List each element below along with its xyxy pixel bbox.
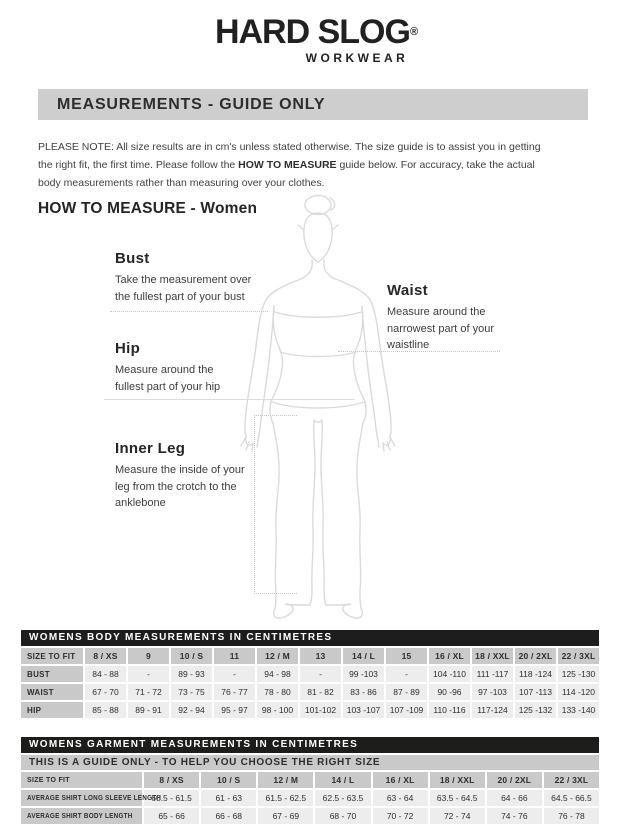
size-header-cell: 16 / XL bbox=[373, 772, 428, 788]
waist-label: Waist bbox=[387, 282, 428, 299]
how-to-measure-title: HOW TO MEASURE - Women bbox=[38, 200, 258, 217]
value-cell: - bbox=[128, 666, 169, 682]
size-header-cell: 9 bbox=[128, 648, 169, 664]
value-cell: 76 - 77 bbox=[214, 684, 255, 700]
value-cell: 107 -113 bbox=[515, 684, 556, 700]
value-cell: 74 - 76 bbox=[487, 808, 542, 824]
value-cell: 64.5 - 66.5 bbox=[544, 790, 599, 806]
inner-leg-label-block: Inner Leg Measure the inside of your leg from the crotch to the anklebone bbox=[115, 440, 245, 509]
value-cell: 114 -120 bbox=[558, 684, 599, 700]
value-cell: 62.5 - 63.5 bbox=[315, 790, 370, 806]
value-cell: 64 - 66 bbox=[487, 790, 542, 806]
value-cell: 68 - 70 bbox=[315, 808, 370, 824]
size-header-cell: 11 bbox=[214, 648, 255, 664]
note-label: PLEASE NOTE: bbox=[38, 141, 114, 153]
row-label-cell: HIP bbox=[21, 702, 83, 718]
value-cell: 110 -116 bbox=[429, 702, 470, 718]
size-header-cell: 22 / 3XL bbox=[544, 772, 599, 788]
value-cell: 95 - 97 bbox=[214, 702, 255, 718]
value-cell: 70 - 72 bbox=[373, 808, 428, 824]
inner-leg-label: Inner Leg bbox=[115, 440, 186, 457]
value-cell: 99 -103 bbox=[343, 666, 384, 682]
size-to-fit-header-cell: SIZE TO FIT bbox=[21, 772, 142, 788]
size-header-cell: 12 / M bbox=[258, 772, 313, 788]
value-cell: 117-124 bbox=[472, 702, 513, 718]
value-cell: 71 - 72 bbox=[128, 684, 169, 700]
value-cell: 66 - 68 bbox=[201, 808, 256, 824]
value-cell: 81 - 82 bbox=[300, 684, 341, 700]
inner-leg-guide-bracket bbox=[254, 415, 297, 594]
body-table-title-bar: WOMENS BODY MEASUREMENTS IN CENTIMETRES bbox=[21, 630, 599, 646]
body-table-grid bbox=[21, 648, 599, 718]
value-cell: 101-102 bbox=[300, 702, 341, 718]
garment-table-grid bbox=[21, 772, 599, 824]
value-cell: 65 - 66 bbox=[144, 808, 199, 824]
size-header-cell: 10 / S bbox=[171, 648, 212, 664]
note-bold-phrase: HOW TO MEASURE bbox=[238, 159, 337, 171]
size-header-cell: 12 / M bbox=[257, 648, 298, 664]
value-cell: 73 - 75 bbox=[171, 684, 212, 700]
size-header-cell: 14 / L bbox=[315, 772, 370, 788]
size-header-cell: 10 / S bbox=[201, 772, 256, 788]
registered-mark: ® bbox=[409, 26, 418, 38]
please-note-paragraph bbox=[38, 138, 598, 192]
value-cell: 87 - 89 bbox=[386, 684, 427, 700]
value-cell: 125 -130 bbox=[558, 666, 599, 682]
garment-table-subtitle-bar: THIS IS A GUIDE ONLY - TO HELP YOU CHOOSE THE RIGHT SIZE bbox=[21, 755, 599, 770]
value-cell: 111 -117 bbox=[472, 666, 513, 682]
bust-guide-line bbox=[110, 311, 268, 312]
value-cell: 61 - 63 bbox=[201, 790, 256, 806]
brand-logo-subtext: WORKWEAR bbox=[305, 51, 409, 65]
note-line-3: body measurements rather than measuring over your clothes. bbox=[38, 177, 325, 189]
bust-label: Bust bbox=[115, 250, 150, 267]
value-cell: 94 - 98 bbox=[257, 666, 298, 682]
row-label-cell: WAIST bbox=[21, 684, 83, 700]
size-header-cell: 22 / 3XL bbox=[558, 648, 599, 664]
hip-label-block: Hip Measure around the fullest part of your hip bbox=[115, 340, 221, 393]
note-line-1: PLEASE NOTE: All size results are in cm's unless stated otherwise. The size guide is to assist you in getting bbox=[38, 141, 541, 153]
size-header-cell: 20 / 2XL bbox=[515, 648, 556, 664]
brand-logo bbox=[0, 14, 632, 65]
value-cell: 83 - 86 bbox=[343, 684, 384, 700]
size-header-cell: 14 / L bbox=[343, 648, 384, 664]
section-header-bar bbox=[38, 89, 588, 120]
womens-garment-measurements-table bbox=[21, 737, 599, 824]
size-header-cell: 15 bbox=[386, 648, 427, 664]
size-header-cell: 18 / XXL bbox=[472, 648, 513, 664]
value-cell: 133 -140 bbox=[558, 702, 599, 718]
value-cell: 104 -110 bbox=[429, 666, 470, 682]
value-cell: 97 -103 bbox=[472, 684, 513, 700]
brand-logo-text bbox=[0, 14, 632, 50]
value-cell: 78 - 80 bbox=[257, 684, 298, 700]
waist-label-block: Waist Measure around the narrowest part of your waistline bbox=[387, 282, 494, 351]
size-header-cell: 8 / XS bbox=[85, 648, 126, 664]
value-cell: 63.5 - 64.5 bbox=[430, 790, 485, 806]
value-cell: 67 - 69 bbox=[258, 808, 313, 824]
size-header-cell: 8 / XS bbox=[144, 772, 199, 788]
value-cell: 89 - 91 bbox=[128, 702, 169, 718]
value-cell: - bbox=[300, 666, 341, 682]
hip-label: Hip bbox=[115, 340, 141, 357]
value-cell: 98 - 100 bbox=[257, 702, 298, 718]
size-header-cell: 18 / XXL bbox=[430, 772, 485, 788]
value-cell: 76 - 78 bbox=[544, 808, 599, 824]
value-cell: 107 -109 bbox=[386, 702, 427, 718]
size-header-cell: 13 bbox=[300, 648, 341, 664]
row-label-cell: AVERAGE SHIRT LONG SLEEVE LENGTH bbox=[21, 790, 142, 806]
row-label-cell: AVERAGE SHIRT BODY LENGTH bbox=[21, 808, 142, 824]
garment-table-title-bar: WOMENS GARMENT MEASUREMENTS IN CENTIMETRES bbox=[21, 737, 599, 753]
section-title: MEASUREMENTS - GUIDE ONLY bbox=[57, 95, 326, 113]
value-cell: 118 -124 bbox=[515, 666, 556, 682]
value-cell: 61.5 - 62.5 bbox=[258, 790, 313, 806]
size-header-cell: 20 / 2XL bbox=[487, 772, 542, 788]
hip-guide-line bbox=[104, 399, 355, 400]
womens-body-measurements-table bbox=[21, 630, 599, 718]
value-cell: 60.5 - 61.5 bbox=[144, 790, 199, 806]
value-cell: 63 - 64 bbox=[373, 790, 428, 806]
value-cell: 92 - 94 bbox=[171, 702, 212, 718]
value-cell: 103 -107 bbox=[343, 702, 384, 718]
value-cell: 90 -96 bbox=[429, 684, 470, 700]
row-label-cell: BUST bbox=[21, 666, 83, 682]
value-cell: - bbox=[386, 666, 427, 682]
value-cell: - bbox=[214, 666, 255, 682]
value-cell: 84 - 88 bbox=[85, 666, 126, 682]
value-cell: 85 - 88 bbox=[85, 702, 126, 718]
size-header-cell: 16 / XL bbox=[429, 648, 470, 664]
size-to-fit-header-cell: SIZE TO FIT bbox=[21, 648, 83, 664]
note-line-2: the right fit, the first time. Please follow the HOW TO MEASURE guide below. For accuracy, take the actual bbox=[38, 159, 535, 171]
brand-name: HARD SLOG bbox=[214, 13, 410, 51]
value-cell: 89 - 93 bbox=[171, 666, 212, 682]
value-cell: 125 -132 bbox=[515, 702, 556, 718]
bust-label-block: Bust Take the measurement over the fullest part of your bust bbox=[115, 250, 252, 303]
value-cell: 72 - 74 bbox=[430, 808, 485, 824]
value-cell: 67 - 70 bbox=[85, 684, 126, 700]
